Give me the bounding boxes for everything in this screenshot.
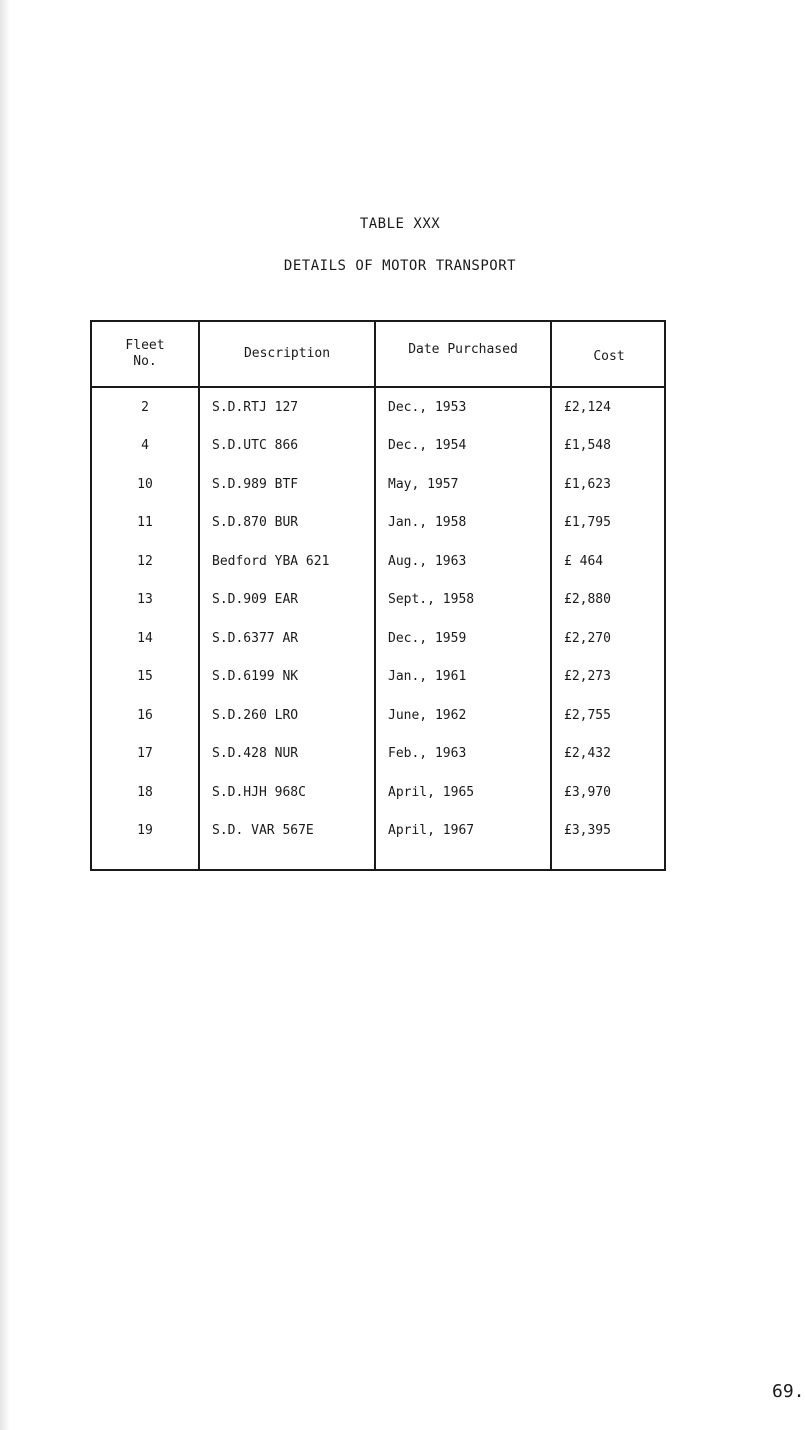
cell-cost: £2,270 — [564, 630, 611, 646]
cell-cost: £1,548 — [564, 438, 611, 454]
cell-description: S.D.428 NUR — [212, 746, 299, 762]
page-edge-shadow — [0, 0, 10, 1430]
cell-date-purchased: Aug., 1963 — [388, 553, 467, 569]
header-fleet-line2: No. — [133, 354, 157, 369]
cell-date-purchased: Sept., 1958 — [388, 592, 475, 608]
table-row — [92, 696, 664, 735]
cell-date-purchased: Dec., 1953 — [388, 399, 467, 415]
cell-fleet-no: 11 — [137, 515, 153, 531]
cell-description: S.D. VAR 567E — [212, 823, 314, 839]
table-row — [92, 581, 664, 620]
cell-fleet-no: 15 — [137, 669, 153, 685]
cell-description: S.D.RTJ 127 — [212, 399, 299, 415]
cell-cost: £2,273 — [564, 669, 611, 685]
cell-cost: £2,755 — [564, 707, 611, 723]
cell-date-purchased: April, 1965 — [388, 784, 475, 800]
cell-cost: £3,395 — [564, 823, 611, 839]
motor-transport-table — [90, 320, 666, 871]
header-description: Description — [243, 346, 331, 361]
cell-cost: £1,623 — [564, 476, 611, 492]
page-number: 69. — [772, 1381, 805, 1402]
table-title: DETAILS OF MOTOR TRANSPORT — [283, 258, 517, 274]
table-row — [92, 427, 664, 466]
cell-fleet-no: 4 — [141, 438, 149, 454]
table-row — [92, 773, 664, 812]
cell-fleet-no: 18 — [137, 784, 153, 800]
table-row — [92, 658, 664, 697]
table-number: TABLE XXX — [359, 216, 441, 232]
cell-cost: £2,124 — [564, 399, 611, 415]
cell-date-purchased: April, 1967 — [388, 823, 475, 839]
cell-date-purchased: Jan., 1958 — [388, 515, 467, 531]
table-row — [92, 619, 664, 658]
table-body — [92, 388, 664, 850]
cell-cost: £3,970 — [564, 784, 611, 800]
cell-fleet-no: 16 — [137, 707, 153, 723]
cell-description: S.D.260 LRO — [212, 707, 299, 723]
cell-cost: £2,880 — [564, 592, 611, 608]
cell-fleet-no: 17 — [137, 746, 153, 762]
cell-description: S.D.UTC 866 — [212, 438, 299, 454]
cell-date-purchased: Dec., 1954 — [388, 438, 467, 454]
header-cost: Cost — [593, 349, 625, 364]
table-row — [92, 465, 664, 504]
cell-fleet-no: 2 — [141, 399, 149, 415]
cell-description: S.D.870 BUR — [212, 515, 299, 531]
table-row — [92, 735, 664, 774]
cell-description: S.D.6199 NK — [212, 669, 299, 685]
header-fleet-line1: Fleet — [125, 338, 165, 353]
cell-date-purchased: May, 1957 — [388, 476, 459, 492]
cell-fleet-no: 14 — [137, 630, 153, 646]
cell-cost: £ 464 — [564, 553, 604, 569]
cell-description: S.D.909 EAR — [212, 592, 299, 608]
table-row — [92, 388, 664, 427]
cell-date-purchased: Feb., 1963 — [388, 746, 467, 762]
table-row — [92, 812, 664, 851]
table-row — [92, 504, 664, 543]
table-row — [92, 542, 664, 581]
cell-description: S.D.HJH 968C — [212, 784, 306, 800]
cell-cost: £2,432 — [564, 746, 611, 762]
header-date-purchased: Date Purchased — [408, 342, 518, 357]
cell-fleet-no: 12 — [137, 553, 153, 569]
cell-fleet-no: 19 — [137, 823, 153, 839]
cell-fleet-no: 13 — [137, 592, 153, 608]
cell-date-purchased: Dec., 1959 — [388, 630, 467, 646]
cell-description: S.D.989 BTF — [212, 476, 299, 492]
cell-cost: £1,795 — [564, 515, 611, 531]
cell-date-purchased: Jan., 1961 — [388, 669, 467, 685]
cell-date-purchased: June, 1962 — [388, 707, 467, 723]
cell-description: S.D.6377 AR — [212, 630, 299, 646]
header-fleet-no — [92, 322, 198, 386]
cell-description: Bedford YBA 621 — [212, 553, 330, 569]
cell-fleet-no: 10 — [137, 476, 153, 492]
